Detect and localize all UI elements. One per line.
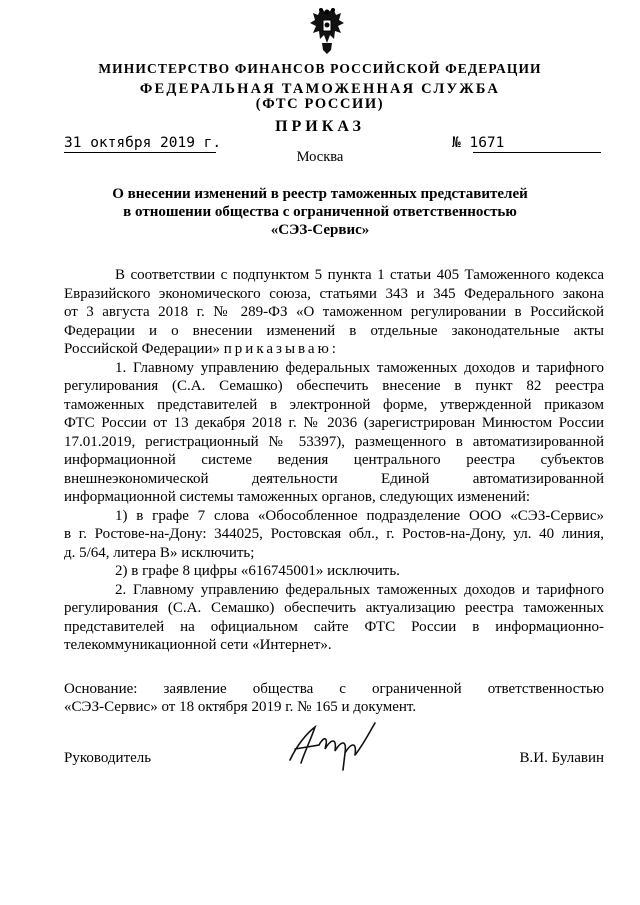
city: Москва	[296, 149, 344, 165]
body-line	[64, 340, 604, 359]
basis-line: «СЭЗ-Сервис» от 18 октября 2019 г. № 165 и документ.	[64, 699, 417, 715]
body-line: 2) в графе 8 цифры «616745001» исключить.	[115, 563, 400, 579]
body-line: внешнеэкономической деятельности Единой автоматизированной	[64, 470, 604, 487]
body-line: представителей на официальном сайте ФТС России в информационно-	[64, 618, 604, 635]
document-body	[64, 266, 604, 717]
body-line: В соответствии с подпунктом 5 пункта 1 статьи 405 Таможенного кодекса	[115, 267, 604, 283]
document-title	[80, 185, 560, 239]
signature-row	[64, 750, 604, 772]
body-line: 1) в графе 7 слова «Обособленное подразделение ООО «СЭЗ-Сервис»	[115, 507, 604, 524]
order-word: приказываю:	[223, 341, 339, 357]
title-line: «СЭЗ-Сервис»	[270, 222, 370, 238]
body-line: 17.01.2019, регистрационный № 53397), размещенного в автоматизированной	[64, 433, 604, 450]
signatory-name: В.И. Булавин	[519, 750, 604, 766]
body-line: информационной системе ведения центрального реестра субъектов	[64, 452, 604, 468]
body-line: Федерации и о внесении изменений в отдельные законодательные акты	[64, 322, 604, 339]
signatory-position: Руководитель	[64, 750, 152, 766]
body-line: 2. Главному управлению федеральных таможенных доходов и тарифного	[115, 581, 604, 598]
body-line: Евразийского экономического союза, статьями 343 и 345 Федерального закона	[64, 285, 604, 302]
service-abbreviation: (ФТС РОССИИ)	[255, 96, 385, 112]
body-line: таможенных представителей в электронной форме, утвержденной приказом	[64, 396, 604, 413]
title-line: в отношении общества с ограниченной ответственностью	[123, 204, 517, 220]
body-line: д. 5/64, литера В» исключить;	[64, 544, 255, 561]
body-text: Российской Федерации»	[64, 341, 221, 357]
title-line: О внесении изменений в реестр таможенных представителей	[112, 186, 528, 202]
order-date: 31 октября 2019 г.	[64, 135, 222, 151]
document-type: ПРИКАЗ	[275, 118, 365, 135]
body-line: ФТС России от 13 декабря 2018 г. № 2036 (зарегистрирован Минюстом России	[64, 415, 604, 431]
basis-line: Основание: заявление общества с ограниченной ответственностью	[64, 680, 604, 697]
coat-of-arms-emblem	[307, 6, 347, 56]
body-line: в г. Ростове-на-Дону: 344025, Ростовская обл., г. Ростов-на-Дону, ул. 40 линия,	[64, 526, 604, 542]
body-line: регулирования (С.А. Семашко) обеспечить внесение в пункт 82 реестра	[64, 378, 604, 394]
body-line: информационной системы таможенных органов, следующих изменений:	[64, 489, 531, 505]
body-line: 1. Главному управлению федеральных таможенных доходов и тарифного	[115, 359, 604, 376]
ministry-name: МИНИСТЕРСТВО ФИНАНСОВ РОССИЙСКОЙ ФЕДЕРАЦИИ	[98, 61, 542, 76]
order-number: № 1671	[452, 135, 505, 151]
body-line: телекоммуникационной сети «Интернет».	[64, 637, 332, 653]
service-name: ФЕДЕРАЛЬНАЯ ТАМОЖЕННАЯ СЛУЖБА	[139, 81, 501, 97]
body-line: регулирования (С.А. Семашко) обеспечить актуализацию реестра таможенных	[64, 600, 604, 616]
body-line: от 3 августа 2018 г. № 289-ФЗ «О таможенном регулировании в Российской	[64, 304, 604, 320]
